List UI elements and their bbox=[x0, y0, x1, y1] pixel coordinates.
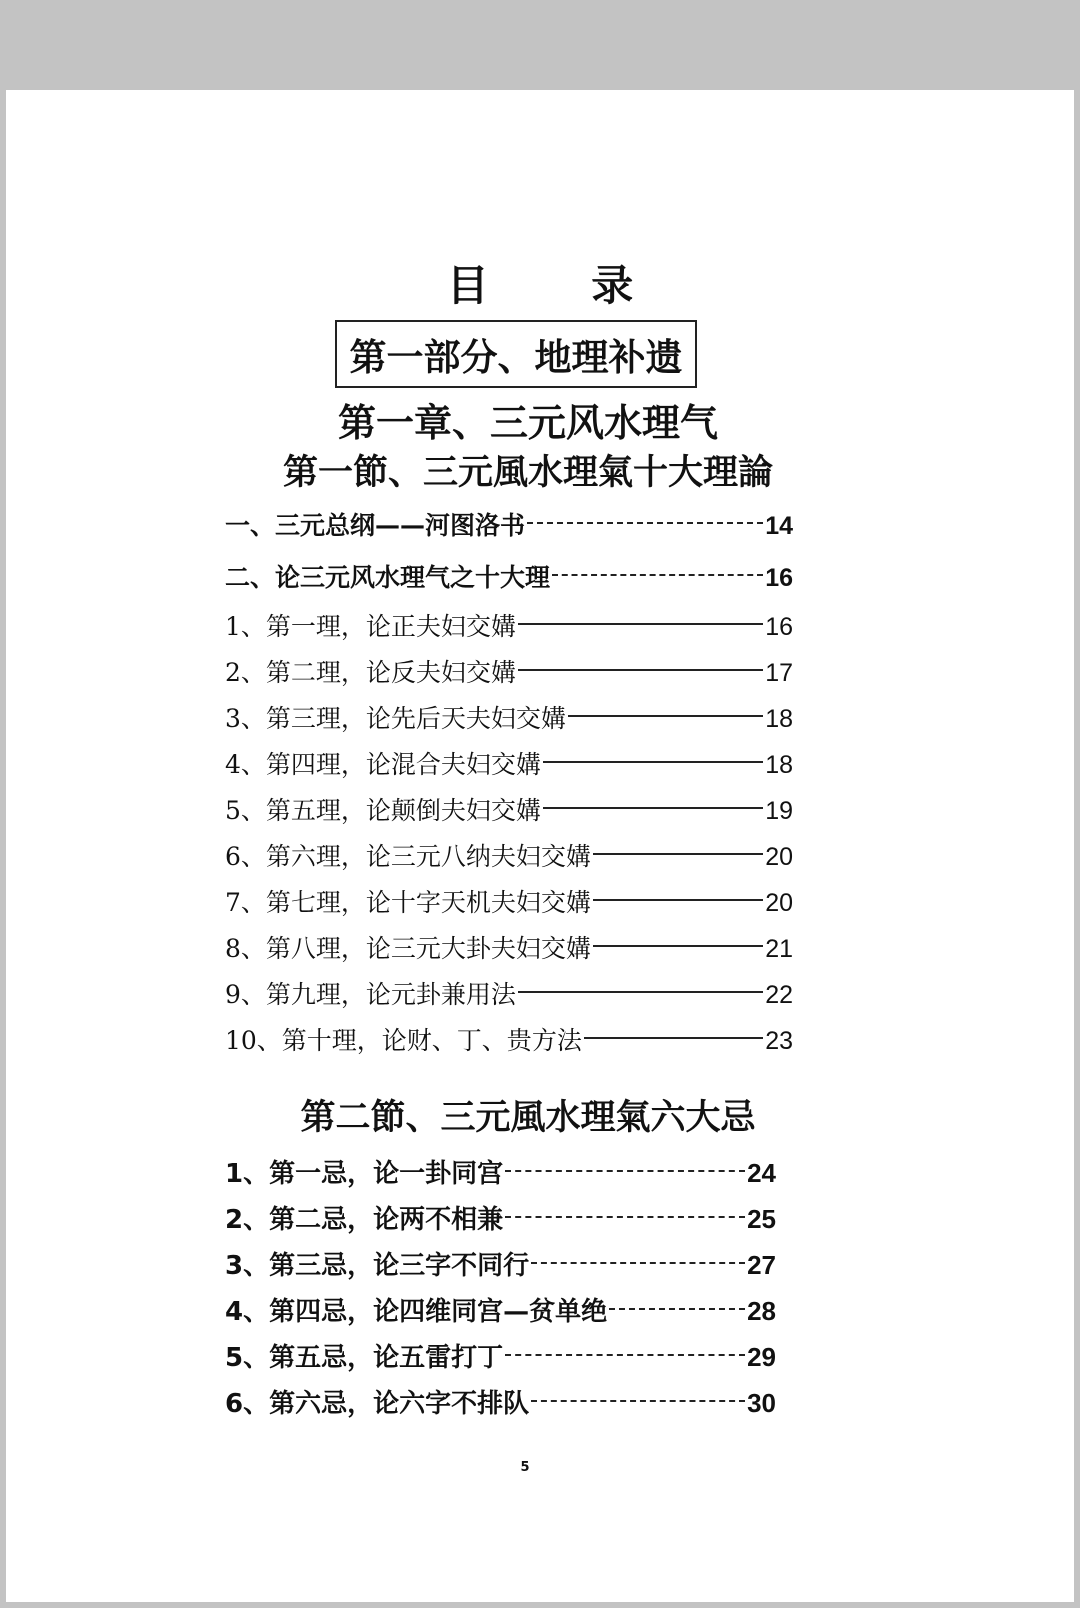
document-page bbox=[6, 90, 1074, 1602]
toc-entry bbox=[225, 926, 793, 972]
toc-entry-page: 18 bbox=[765, 705, 793, 733]
toc-entry-label: 1、第一忌，论一卦同宫 bbox=[225, 1159, 504, 1189]
part-heading-box bbox=[335, 320, 697, 388]
toc-entry bbox=[225, 1288, 776, 1334]
toc-entry bbox=[225, 1150, 776, 1196]
toc-entry bbox=[225, 1380, 776, 1426]
dash-leader bbox=[593, 945, 763, 947]
toc-entry bbox=[225, 696, 793, 742]
dash-leader bbox=[593, 899, 763, 901]
toc-entry bbox=[225, 1242, 776, 1288]
toc-entry-label: 8、第八理，论三元大卦夫妇交媾 bbox=[225, 934, 591, 963]
toc-entry bbox=[225, 552, 793, 604]
toc-entry-page: 20 bbox=[765, 889, 793, 917]
toc-entry bbox=[225, 604, 793, 650]
toc-entry-label: 二、论三元风水理气之十大理 bbox=[225, 563, 551, 592]
toc-entry bbox=[225, 650, 793, 696]
toc-entry-page: 24 bbox=[747, 1158, 776, 1188]
toc-entry-label: 一、三元总纲——河图洛书 bbox=[225, 511, 526, 540]
toc-entry bbox=[225, 972, 793, 1018]
toc-entry-page: 27 bbox=[747, 1250, 776, 1280]
dot-leader bbox=[552, 574, 763, 576]
toc-entry-page: 16 bbox=[765, 613, 793, 641]
toc-entry bbox=[225, 880, 793, 926]
toc-entry bbox=[225, 788, 793, 834]
toc-entry-page: 30 bbox=[747, 1388, 776, 1418]
toc-entry bbox=[225, 500, 793, 552]
toc-entry-label: 2、第二理，论反夫妇交媾 bbox=[225, 658, 516, 687]
toc-entry bbox=[225, 742, 793, 788]
dash-leader bbox=[568, 715, 763, 717]
toc-entry-page: 14 bbox=[765, 512, 793, 540]
toc-entry-label: 4、第四理，论混合夫妇交媾 bbox=[225, 750, 541, 779]
dot-leader bbox=[505, 1354, 745, 1356]
dot-leader bbox=[527, 522, 763, 524]
toc-entry-page: 21 bbox=[765, 935, 793, 963]
toc-entry-page: 20 bbox=[765, 843, 793, 871]
toc-entry-page: 29 bbox=[747, 1342, 776, 1372]
section2-toc-list bbox=[225, 1150, 776, 1426]
section2-heading: 第二節、三元風水理氣六大忌 bbox=[300, 1098, 756, 1138]
part-heading: 第一部分、地理补遗 bbox=[349, 336, 683, 379]
toc-entry-page: 28 bbox=[747, 1296, 776, 1326]
toc-entry-label: 6、第六忌，论六字不排队 bbox=[225, 1389, 530, 1419]
toc-entry-page: 23 bbox=[765, 1027, 793, 1055]
toc-entry-page: 19 bbox=[765, 797, 793, 825]
toc-entry-label: 2、第二忌，论两不相兼 bbox=[225, 1205, 504, 1235]
toc-entry-page: 18 bbox=[765, 751, 793, 779]
toc-entry-label: 5、第五忌，论五雷打丁 bbox=[225, 1343, 504, 1373]
toc-entry-page: 17 bbox=[765, 659, 793, 687]
dot-leader bbox=[531, 1400, 745, 1402]
dot-leader bbox=[505, 1216, 745, 1218]
dash-leader bbox=[518, 991, 763, 993]
toc-entry-label: 6、第六理，论三元八纳夫妇交媾 bbox=[225, 842, 591, 871]
dot-leader bbox=[531, 1262, 745, 1264]
toc-title: 目 录 bbox=[446, 261, 678, 310]
toc-entry-label: 5、第五理，论颠倒夫妇交媾 bbox=[225, 796, 541, 825]
toc-entry-label: 7、第七理，论十字天机夫妇交媾 bbox=[225, 888, 591, 917]
dash-leader bbox=[543, 807, 763, 809]
toc-entry-label: 1、第一理，论正夫妇交媾 bbox=[225, 612, 516, 641]
dash-leader bbox=[593, 853, 763, 855]
toc-entry-label: 10、第十理，论财、丁、贵方法 bbox=[225, 1026, 582, 1055]
toc-entry-page: 16 bbox=[765, 564, 793, 592]
dash-leader bbox=[518, 669, 763, 671]
section1-toc-list bbox=[225, 500, 793, 1064]
toc-entry bbox=[225, 1196, 776, 1242]
toc-entry bbox=[225, 1334, 776, 1380]
toc-entry-label: 9、第九理，论元卦兼用法 bbox=[225, 980, 516, 1009]
section1-heading: 第一節、三元風水理氣十大理論 bbox=[282, 453, 773, 493]
toc-entry-label: 4、第四忌，论四维同宫—贫单绝 bbox=[225, 1297, 608, 1327]
toc-entry-page: 22 bbox=[765, 981, 793, 1009]
dot-leader bbox=[505, 1170, 745, 1172]
toc-entry-label: 3、第三忌，论三字不同行 bbox=[225, 1251, 530, 1281]
toc-entry-label: 3、第三理，论先后天夫妇交媾 bbox=[225, 704, 566, 733]
toc-entry-page: 25 bbox=[747, 1204, 776, 1234]
dash-leader bbox=[518, 623, 763, 625]
toc-entry bbox=[225, 834, 793, 880]
dot-leader bbox=[609, 1308, 745, 1310]
page-number: 5 bbox=[520, 1460, 530, 1475]
dash-leader bbox=[543, 761, 763, 763]
chapter-heading: 第一章、三元风水理气 bbox=[337, 401, 718, 445]
toc-entry bbox=[225, 1018, 793, 1064]
dash-leader bbox=[584, 1037, 763, 1039]
